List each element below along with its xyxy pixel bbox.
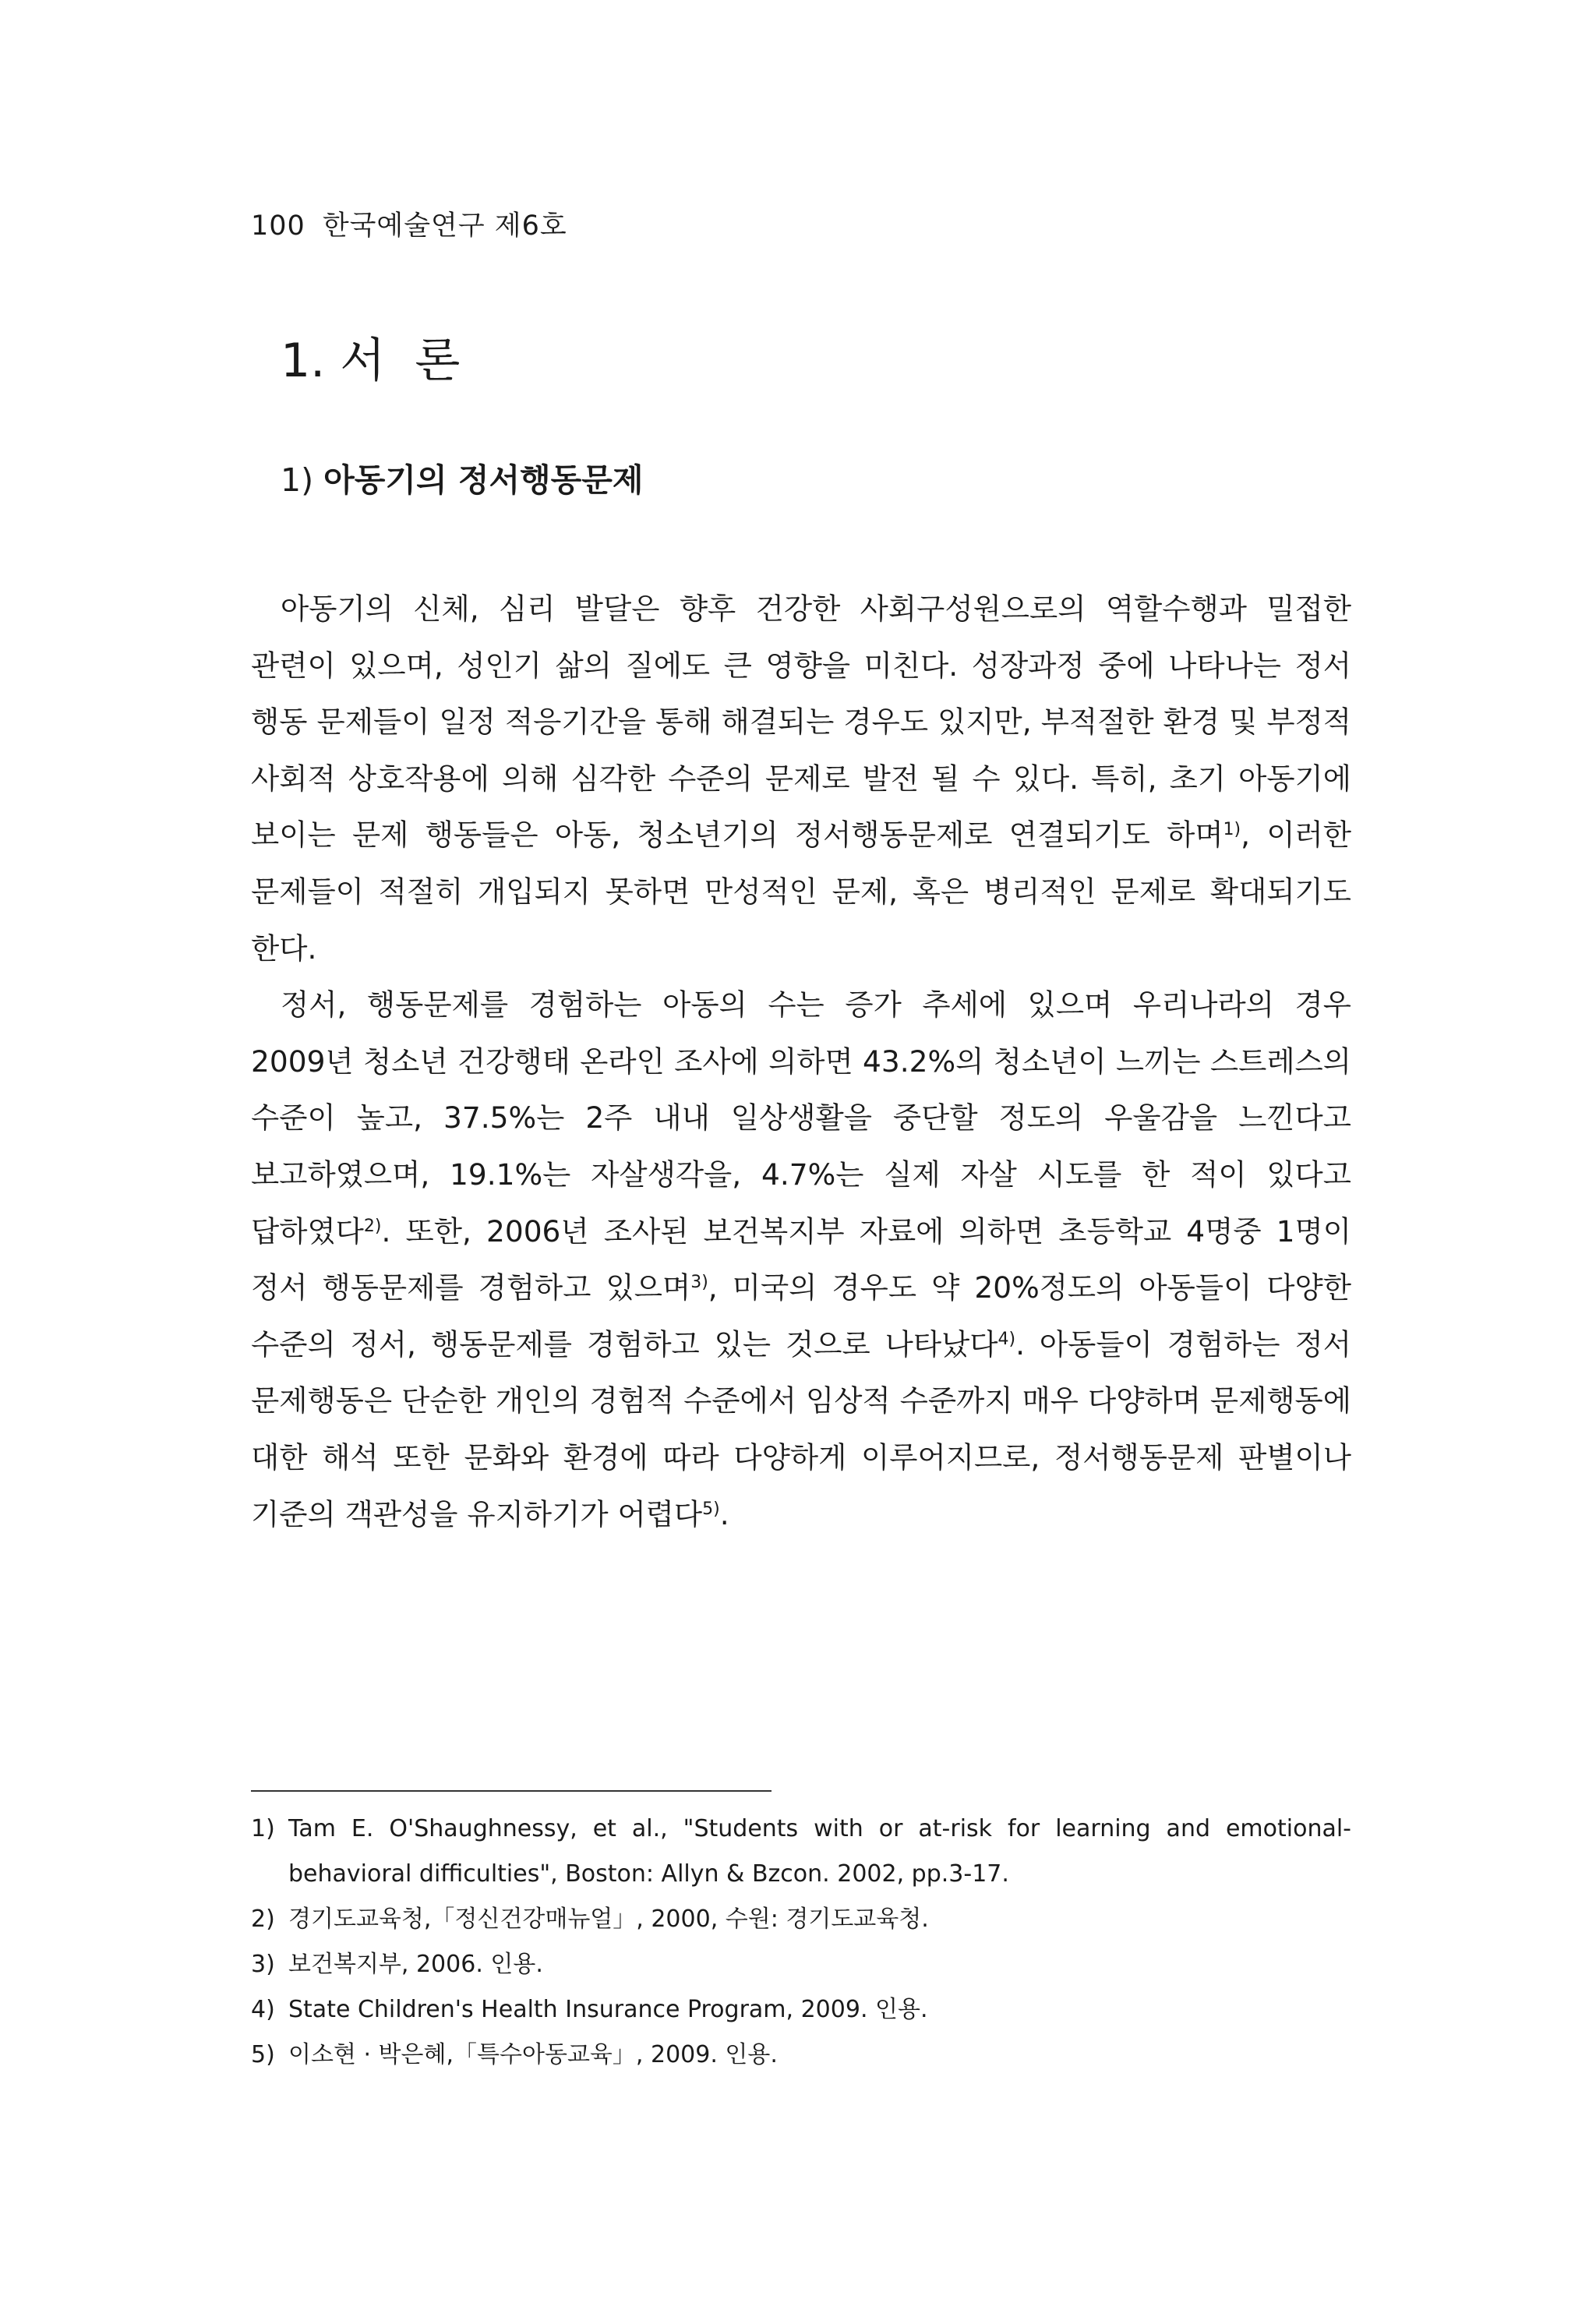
footnote-ref-3[interactable]: 3) bbox=[690, 1273, 708, 1293]
footnote-1 bbox=[251, 1807, 1351, 1897]
footnote-text: 이소현 · 박은혜,「특수아동교육」, 2009. 인용. bbox=[288, 2041, 778, 2068]
page-number: 100 bbox=[251, 210, 305, 242]
footnote-number: 5) bbox=[251, 2041, 275, 2068]
footnote-ref-1[interactable]: 1) bbox=[1223, 820, 1241, 840]
footnote-3 bbox=[251, 1942, 1351, 1987]
footnote-number: 1) bbox=[251, 1815, 275, 1842]
paragraph-2-text-c: , 미국의 경우도 약 20%정도의 아동들이 다양한 수준의 정서, 행동문제를 경험하고 있는 것으로 나타났다 bbox=[251, 1270, 1351, 1362]
footnote-divider bbox=[251, 1790, 772, 1792]
footnote-number: 3) bbox=[251, 1951, 275, 1978]
paragraph-2 bbox=[251, 977, 1351, 1542]
running-head bbox=[251, 209, 567, 243]
paragraph-1-text-b: , 이러한 문제들이 적절히 개입되지 못하면 만성적인 문제, 혹은 병리적인 문제로 확대되기도 한다. bbox=[251, 818, 1352, 966]
footnote-text: Tam E. O'Shaughnessy, et al., "Students with or at-risk for learning and emotional-behavioral difficulties", Boston: Allyn & Bzcon. 2002, pp.3-17. bbox=[288, 1815, 1351, 1888]
footnote-5 bbox=[251, 2033, 1351, 2078]
paragraph-2-text-e: . bbox=[719, 1496, 729, 1531]
footnotes bbox=[251, 1807, 1351, 2078]
subsection-heading: 아동기의 정서행동문제 bbox=[323, 461, 644, 499]
footnote-text: State Children's Health Insurance Program, 2009. 인용. bbox=[288, 1996, 928, 2023]
footnote-ref-5[interactable]: 5) bbox=[702, 1499, 720, 1519]
footnote-4 bbox=[251, 1987, 1351, 2033]
footnote-number: 2) bbox=[251, 1906, 275, 1933]
subsection-number: 1) bbox=[281, 461, 314, 499]
section-title: 1. 서 론 bbox=[281, 334, 461, 388]
paragraph-2-text-a: 정서, 행동문제를 경험하는 아동의 수는 증가 추세에 있으며 우리나라의 경우 2009년 청소년 건강행태 온라인 조사에 의하면 43.2%의 청소년이 느끼는 스트레스의 수준이 높고, 37.5%는 2주 내내 일상생활을 중단할 정도의 우울감을 느낀다고 보고하였으며, 19.1%는 자살생각을, 4.7%는 실제 자살 시도를 한 적이 있다고 답하였다 bbox=[251, 987, 1351, 1249]
footnote-text: 보건복지부, 2006. 인용. bbox=[288, 1951, 543, 1978]
footnote-number: 4) bbox=[251, 1996, 275, 2023]
paragraph-2-text-b: . 또한, 2006년 조사된 보건복지부 자료에 의하면 초등학교 4명중 1명이 정서 행동문제를 경험하고 있으며 bbox=[251, 1213, 1351, 1305]
paragraph-1-text-a: 아동기의 신체, 심리 발달은 향후 건강한 사회구성원으로의 역할수행과 밀접한 관련이 있으며, 성인기 삶의 질에도 큰 영향을 미친다. 성장과정 중에 나타나는 정서 행동 문제들이 일정 적응기간을 통해 해결되는 경우도 있지만, 부적절한 환경 및 부정적 사회적 상호작용에 의해 심각한 수준의 문제로 발전 될 수 있다. 특히, 초기 아동기에 보이는 문제 행동들은 아동, 청소년기의 정서행동문제로 연결되기도 하며 bbox=[251, 592, 1351, 853]
footnote-ref-2[interactable]: 2) bbox=[363, 1216, 382, 1236]
subsection-title bbox=[281, 460, 643, 500]
paragraph-2-text-d: . 아동들이 경험하는 정서 문제행동은 단순한 개인의 경험적 수준에서 임상적 수준까지 매우 다양하며 문제행동에 대한 해석 또한 문화와 환경에 따라 다양하게 이루어지므로, 정서행동문제 판별이나 기준의 객관성을 유지하기가 어렵다 bbox=[251, 1326, 1351, 1531]
footnote-ref-4[interactable]: 4) bbox=[998, 1329, 1016, 1349]
journal-title: 한국예술연구 제6호 bbox=[322, 210, 567, 242]
footnote-2 bbox=[251, 1897, 1351, 1942]
paragraph-1 bbox=[251, 581, 1351, 977]
body-text bbox=[251, 581, 1351, 1542]
footnote-text: 경기도교육청,「정신건강매뉴얼」, 2000, 수원: 경기도교육청. bbox=[288, 1906, 929, 1933]
